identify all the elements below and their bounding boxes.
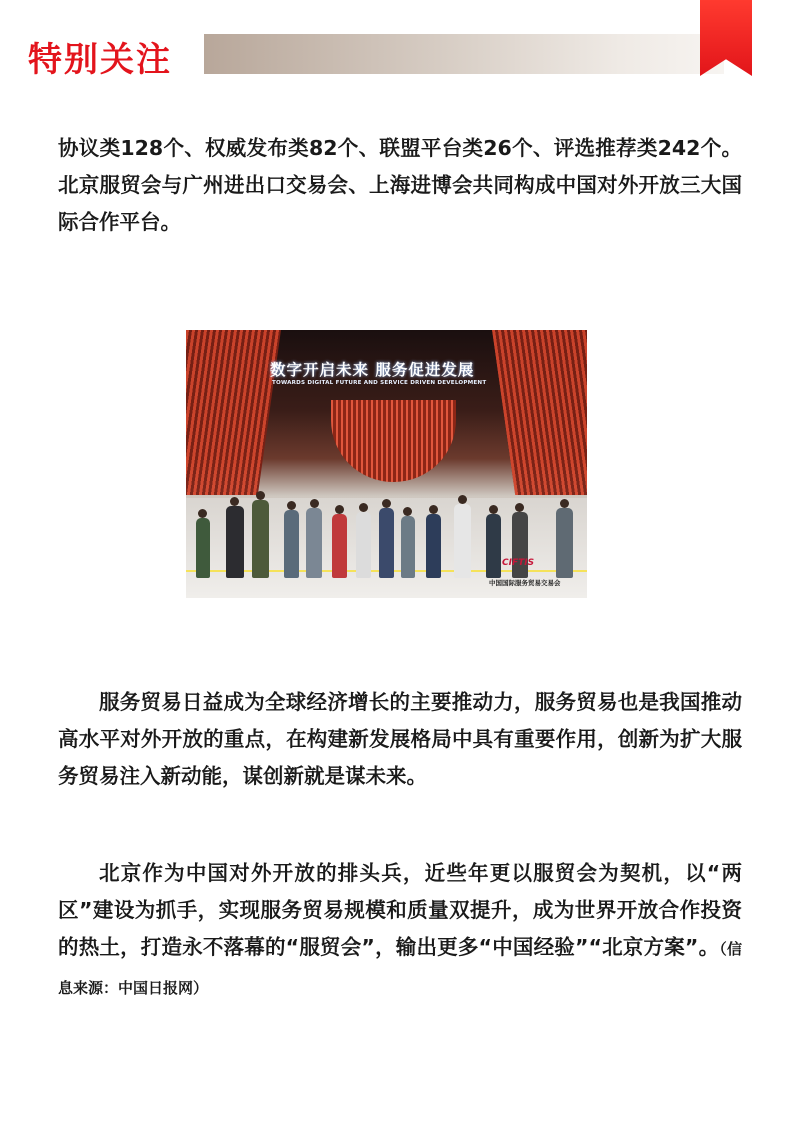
visitor-figure: [379, 508, 394, 578]
header-gradient-bar: [204, 34, 724, 74]
visitor-head: [230, 497, 239, 506]
visitor-figure: [556, 508, 573, 578]
red-canopy-decor: [331, 400, 456, 482]
visitor-head: [287, 501, 296, 510]
ciftis-logo: CIFTIS: [502, 558, 535, 568]
visitor-figure: [356, 512, 371, 578]
visitor-figure: [426, 514, 441, 578]
visitor-figure: [196, 518, 210, 578]
visitor-figure: [512, 512, 528, 578]
visitor-figure: [252, 500, 269, 578]
visitor-head: [198, 509, 207, 518]
visitor-head: [458, 495, 467, 504]
paragraph-beijing-text: 北京作为中国对外开放的排头兵，近些年更以服贸会为契机，以“两区”建设为抓手，实现服务贸易规模和质量双提升，成为世界开放合作投资的热土，打造永不落幕的“服贸会”，输出更多“中国经验”“北京方案”。: [58, 861, 742, 959]
paragraph-service-trade: 服务贸易日益成为全球经济增长的主要推动力，服务贸易也是我国推动高水平对外开放的重点，在构建新发展格局中具有重要作用，创新为扩大服务贸易注入新动能，谋创新就是谋未来。: [58, 690, 742, 788]
red-ribbon-decor-left: [186, 330, 281, 495]
photo-slogan-cn: 数字开启未来 服务促进发展: [270, 361, 475, 379]
visitor-head: [515, 503, 524, 512]
visitor-figure: [486, 514, 501, 578]
photo-slogan-en: TOWARDS DIGITAL FUTURE AND SERVICE DRIVEN DEVELOPMENT: [272, 380, 487, 386]
visitor-head: [310, 499, 319, 508]
visitor-figure: [454, 504, 471, 578]
visitor-head: [403, 507, 412, 516]
visitor-head: [560, 499, 569, 508]
page-header: [0, 0, 800, 90]
visitor-figure: [306, 508, 322, 578]
source-citation: （信息来源：中国日报网）: [58, 940, 742, 997]
visitor-figure: [332, 514, 347, 578]
visitor-head: [382, 499, 391, 508]
section-title: 特别关注: [28, 40, 172, 80]
visitor-figure: [284, 510, 299, 578]
visitor-head: [256, 491, 265, 500]
paragraph-beijing: [58, 855, 742, 1007]
visitor-figure: [401, 516, 415, 578]
expo-hall-photo: [186, 330, 587, 598]
paragraph-intro: 协议类128个、权威发布类82个、联盟平台类26个、评选推荐类242个。北京服贸会与广州进出口交易会、上海进博会共同构成中国对外开放三大国际合作平台。: [58, 136, 742, 234]
visitor-head: [359, 503, 368, 512]
visitor-head: [335, 505, 344, 514]
ciftis-logo-cn: 中国国际服务贸易交易会: [489, 579, 561, 587]
bookmark-ribbon-icon: [700, 0, 752, 76]
visitor-figure: [226, 506, 244, 578]
visitor-head: [429, 505, 438, 514]
visitor-head: [489, 505, 498, 514]
red-ribbon-decor-right: [492, 330, 587, 495]
